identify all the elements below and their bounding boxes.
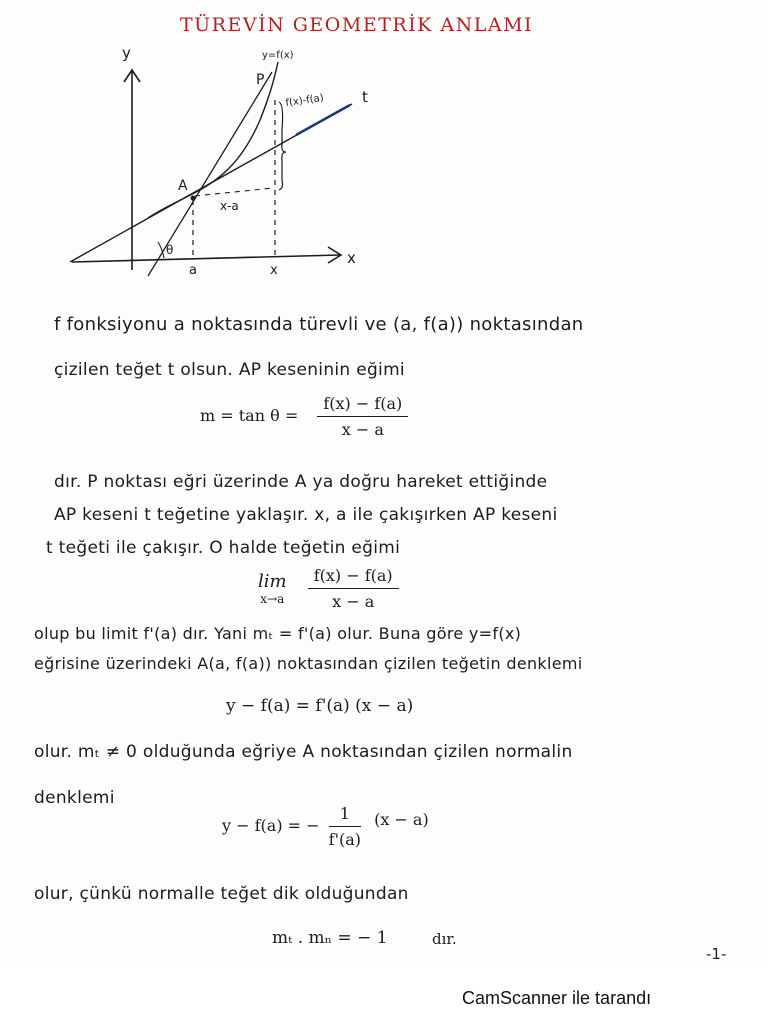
angle-label: θ [166,243,174,257]
text-line-2: çizilen teğet t olsun. AP keseninin eğimi [54,360,405,380]
product-formula: mₜ . mₙ = − 1 [272,928,388,948]
page-title: TÜREVİN GEOMETRİK ANLAMI [180,14,534,36]
derivative-graph [60,40,460,280]
normal-equation [222,804,429,849]
slope-lhs: m = tan θ = [200,406,299,425]
slope-denominator: x − a [341,420,384,439]
scanner-watermark: CamScanner ile tarandı [462,988,652,1008]
tangent-label: t [362,88,368,106]
normal-denominator: f'(a) [328,830,361,849]
point-a [191,196,196,201]
y-axis-label: y [122,44,131,62]
tick-x-label: x [270,263,278,278]
tangent-equation: y − f(a) = f'(a) (x − a) [226,696,414,716]
normal-rhs: (x − a) [374,810,429,829]
text-line-5: t teğeti ile çakışır. O halde teğetin eğimi [46,538,401,558]
limit-formula [258,566,399,611]
limit-subscript: x→a [260,592,285,606]
x-axis-label: x [347,249,356,267]
slope-formula [200,394,408,439]
text-line-9: denklemi [34,788,115,808]
run-label: x-a [220,199,239,213]
limit-denominator: x − a [332,592,375,611]
text-line-3: dır. P noktası eğri üzerinde A ya doğru hareket ettiğinde [54,472,548,492]
text-line-8: olur. mₜ ≠ 0 olduğunda eğriye A noktasından çizilen normalin [34,742,573,762]
text-line-1: f fonksiyonu a noktasında türevli ve (a, f(a)) noktasından [54,314,584,335]
limit-word: lim [258,571,287,592]
limit-numerator: f(x) − f(a) [308,566,399,589]
tick-a-label: a [189,263,197,278]
slope-numerator: f(x) − f(a) [317,394,408,417]
point-p-label: P [256,72,265,88]
normal-lhs: y − f(a) = − [222,816,320,835]
curve-label: y=f(x) [262,50,294,61]
text-line-10: olur, çünkü normalle teğet dik olduğundan [34,884,409,904]
product-suffix: dır. [432,930,457,948]
normal-numerator: 1 [329,804,361,827]
text-line-7: eğrisine üzerindeki A(a, f(a)) noktasından çizilen teğetin denklemi [34,654,583,673]
text-line-6: olup bu limit f'(a) dır. Yani mₜ = f'(a) olur. Buna göre y=f(x) [34,624,522,643]
rise-label: f(x)-f(a) [284,92,325,109]
point-a-label: A [178,178,188,194]
page-number: -1- [706,945,727,963]
text-line-4: AP keseni t teğetine yaklaşır. x, a ile çakışırken AP keseni [54,505,558,525]
